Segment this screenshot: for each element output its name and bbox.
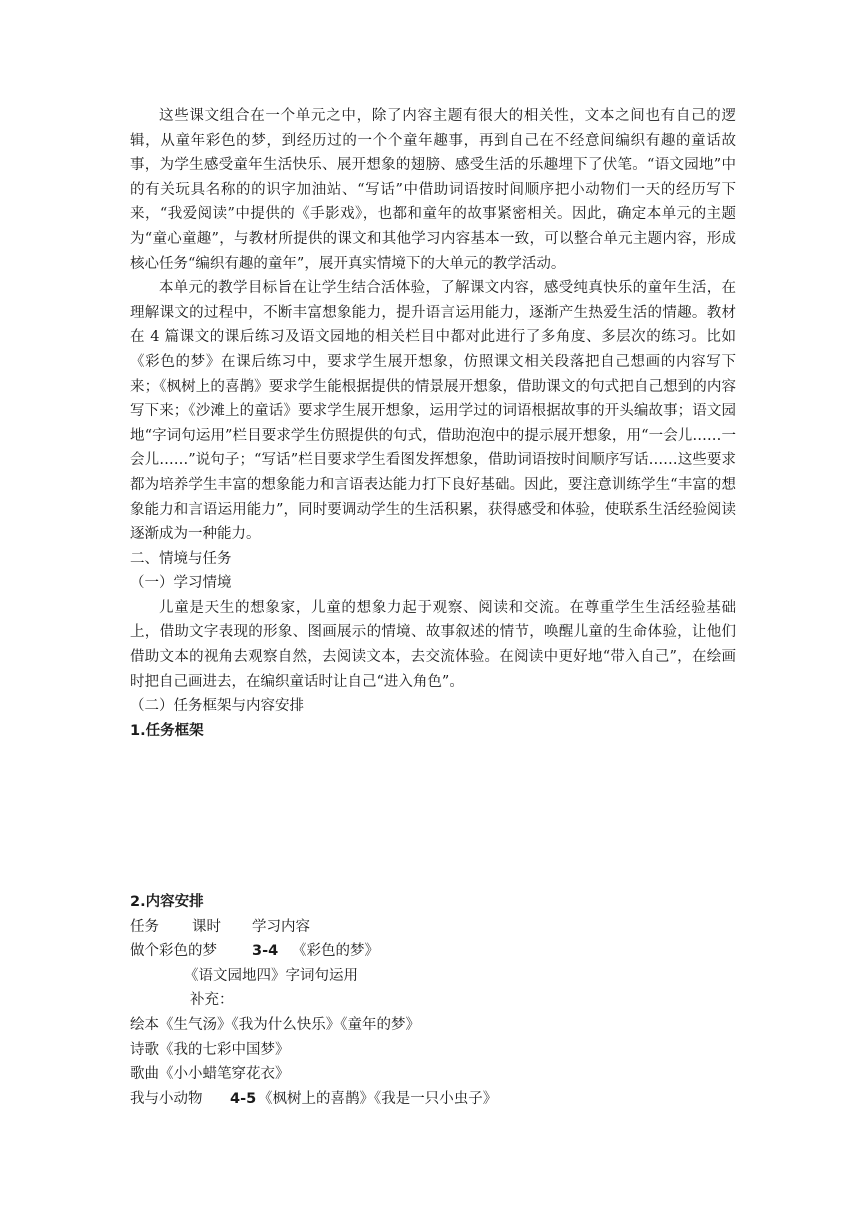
item-heading-task-framework: 1.任务框架 [130, 722, 204, 739]
arrangement-row-1-extra [130, 964, 736, 989]
task-hours: 4-5 [230, 1090, 257, 1107]
content-arrangement [130, 890, 736, 1111]
arrangement-supplement [130, 988, 736, 1013]
supplement-poem: 诗歌《我的七彩中国梦》 [130, 1041, 290, 1058]
item-heading-content-arrangement: 2.内容安排 [130, 894, 204, 910]
supplement-song: 歌曲《小小蜡笔穿花衣》 [130, 1066, 290, 1083]
task-content: 《彩色的梦》 [292, 943, 379, 960]
paragraph-learning-situation: 儿童是天生的想象家，儿童的想象力起于观察、阅读和交流。在尊重学生生活经验基础上，借助文字表现的形象、图画展示的情境、故事叙述的情节，唤醒儿童的生命体验，让他们借助文本的视角去观察自然，去阅读文本，去交流体验。在阅读中更好地“带入自己”，在绘画时把自己画进去，在编织童话时让自己“进入角色”。 [130, 599, 736, 690]
task-content: 《枫树上的喜鹊》《我是一只小虫子》 [258, 1090, 498, 1107]
arrangement-header-row [130, 915, 736, 940]
task-content-extra: 《语文园地四》字词句运用 [184, 967, 358, 984]
paragraph-teaching-goals: 本单元的教学目标旨在让学生结合活体验，了解课文内容，感受纯真快乐的童年生活，在理解课文的过程中，不断丰富想象能力，提升语言运用能力，逐渐产生热爱生活的情趣。教材在 4 篇课文的课后练习及语文园地的相关栏目中都对此进行了多角度、多层次的练习。比如《彩色的梦》在课后练习中，要求学生展开想象，仿照课文相关段落把自己想画的内容写下来；《枫树上的喜鹊》要求学生能根据提供的情景展开想象，借助课文的句式把自己想到的内容写下来；《沙滩上的童话》要求学生展开想象，运用学过的词语根据故事的开头编故事；语文园地“字词句运用”栏目要求学生仿照提供的句式，借助泡泡中的提示展开想象，用“一会儿……一会儿……”说句子；“写话”栏目要求学生看图发挥想象，借助词语按时间顺序写话……这些要求都为培养学生丰富的想象能力和言语表达能力打下良好基础。因此，要注意训练学生“丰富的想象能力和言语运用能力”，同时要调动学生的生活积累，获得感受和体验，使联系生活经验阅读逐渐成为一种能力。 [130, 280, 736, 543]
document-body-top [130, 104, 736, 743]
supplement-picture-books: 绘本《生气汤》《我为什么快乐》《童年的梦》 [130, 1016, 420, 1033]
subsection-heading-task-framework: （二）任务框架与内容安排 [130, 698, 304, 715]
supplement-label: 补充： [190, 992, 234, 1009]
column-header-task: 任务 [130, 918, 159, 935]
task-hours: 3-4 [252, 943, 279, 960]
column-header-content: 学习内容 [252, 918, 310, 935]
section-heading-situation-task: 二、情境与任务 [130, 550, 232, 567]
subsection-heading-learning-situation: （一）学习情境 [130, 575, 232, 592]
arrangement-row-1 [130, 939, 736, 964]
task-name: 做个彩色的梦 [130, 943, 217, 960]
paragraph-unit-logic: 这些课文组合在一个单元之中，除了内容主题有很大的相关性，文本之间也有自己的逻辑，从童年彩色的梦，到经历过的一个个童年趣事，再到自己在不经意间编织有趣的童话故事，为学生感受童年生活快乐、展开想象的翅膀、感受生活的乐趣埋下了伏笔。“语文园地”中的有关玩具名称的的识字加油站、“写话”中借助词语按时间顺序把小动物们一天的经历写下来，“我爱阅读”中提供的《手影戏》，也都和童年的故事紧密相关。因此，确定本单元的主题为“童心童趣”，与教材所提供的课文和其他学习内容基本一致，可以整合单元主题内容，形成核心任务“编织有趣的童年”，展开真实情境下的大单元的教学活动。 [130, 108, 736, 272]
column-header-hours: 课时 [192, 918, 221, 935]
arrangement-row-2 [130, 1087, 736, 1112]
task-name: 我与小动物 [130, 1090, 203, 1107]
